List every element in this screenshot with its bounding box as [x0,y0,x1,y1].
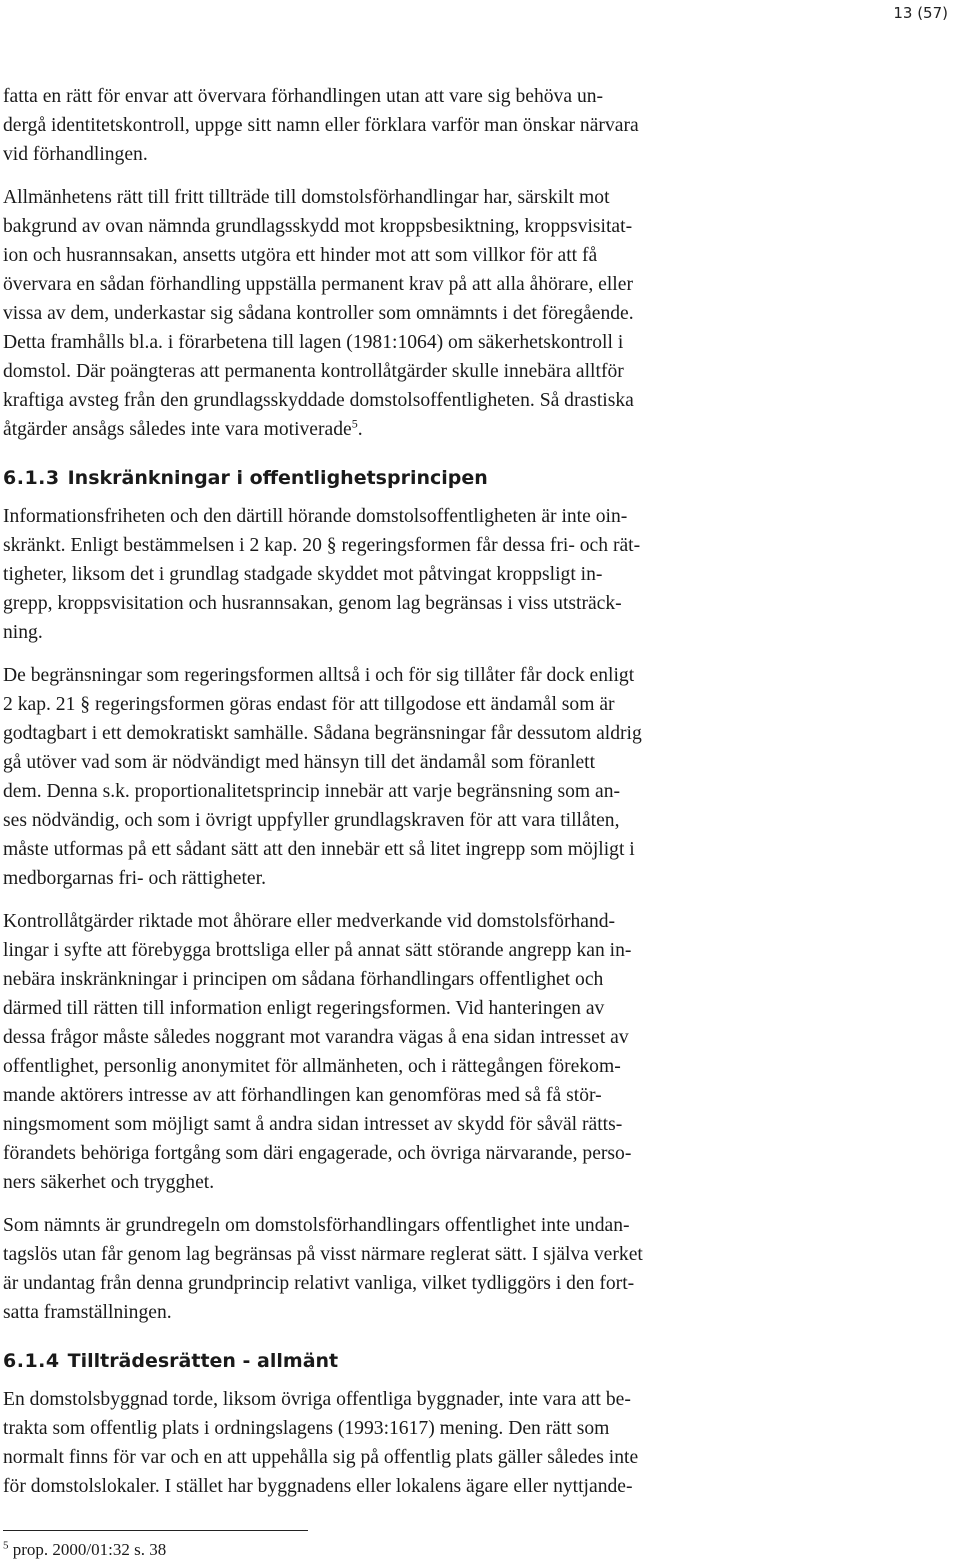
text-line: godtagbart i ett demokratiskt samhälle. Sådana begränsningar får dessutom aldrig [3,723,642,744]
text-line: Detta framhålls bl.a. i förarbetena till lagen (1981:1064) om säkerhetskontroll i [3,332,624,353]
text-line: gå utöver vad som är nödvändigt med hänsyn till det ändamål som föranlett [3,752,596,773]
footnote-marker: 5 [3,1539,9,1552]
text-line-last [3,415,803,444]
text-line: Informationsfriheten och den därtill hörande domstolsoffentligheten är inte oin- [3,506,628,527]
footnote-divider [3,1530,308,1531]
section-number: 6.1.4 [3,1350,60,1372]
text-line: tigheter, liksom det i grundlag stadgade skyddet mot påtvingat kroppsligt in- [3,564,603,585]
text-segment: åtgärder ansågs således inte vara motiverade [3,419,352,440]
text-line: därmed till rätten till information enligt regeringsformen. Vid hanteringen av [3,998,605,1019]
text-line: grepp, kroppsvisitation och husrannsakan, genom lag begränsas i viss utsträck- [3,593,622,614]
text-line: De begränsningar som regeringsformen alltså i och för sig tillåter får dock enligt [3,665,635,686]
paragraph-2 [3,183,803,444]
section-number: 6.1.3 [3,467,60,489]
text-line: nebära inskränkningar i principen om sådana förhandlingars offentlighet och [3,969,604,990]
text-line: ningsmoment som möjligt samt å andra sidan intresset av skydd för såväl rätts- [3,1114,623,1135]
text-line: offentlighet, personlig anonymitet för allmänheten, och i rättegången förekom- [3,1056,621,1077]
text-line: vissa av dem, underkastar sig sådana kontroller som omnämnts i det föregående. [3,303,634,324]
text-line: måste utformas på ett sådant sätt att den innebär ett så litet ingrepp som möjligt i [3,839,635,860]
text-line: vid förhandlingen. [3,144,148,165]
text-line: dem. Denna s.k. proportionalitetsprincip innebär att varje begränsning som an- [3,781,621,802]
text-line: satta framställningen. [3,1302,172,1323]
text-line: En domstolsbyggnad torde, liksom övriga offentliga byggnader, inte vara att be- [3,1389,631,1410]
text-line: ion och husrannsakan, ansetts utgöra ett hinder mot att som villkor för att få [3,245,598,266]
text-line: bakgrund av ovan nämnda grundlagsskydd mot kroppsbesiktning, kroppsvisitat- [3,216,633,237]
text-line: är undantag från denna grundprincip relativt vanliga, vilket tydliggörs i den fort- [3,1273,635,1294]
text-segment: . [357,419,363,440]
text-line: domstol. Där poängteras att permanenta kontrollåtgärder skulle innebära alltför [3,361,624,382]
page-body [3,82,803,1515]
text-line: ses nödvändig, och som i övrigt uppfyller grundlagskraven för att vara tillåten, [3,810,620,831]
text-line: dessa frågor måste således noggrant mot varandra vägas å ena sidan intresset av [3,1027,629,1048]
text-line: för domstolslokaler. I stället har byggnadens eller lokalens ägare eller nyttjande- [3,1476,633,1497]
section-title: Inskränkningar i offentlighetsprincipen [67,467,488,489]
section-heading-6-1-3 [3,464,803,492]
text-line: tagslös utan får genom lag begränsas på visst närmare reglerat sätt. I själva verket [3,1244,643,1265]
text-line: medborgarnas fri- och rättigheter. [3,868,266,889]
text-line: normalt finns för var och en att uppehålla sig på offentlig plats gäller således inte [3,1447,639,1468]
text-line: fatta en rätt för envar att övervara förhandlingen utan att vare sig behöva un- [3,86,604,107]
paragraph-4 [3,661,803,893]
text-line: kraftiga avsteg från den grundlagsskyddade domstolsoffentligheten. Så drastiska [3,390,634,411]
page-number: 13 (57) [893,4,948,22]
text-line: skränkt. Enligt bestämmelsen i 2 kap. 20 § regeringsformen får dessa fri- och rät- [3,535,641,556]
paragraph-1 [3,82,803,169]
footnote-reference[interactable]: 5 [351,416,358,431]
text-line: Som nämnts är grundregeln om domstolsförhandlingars offentlighet inte undan- [3,1215,630,1236]
text-line: ners säkerhet och trygghet. [3,1172,215,1193]
paragraph-5 [3,907,803,1197]
text-line: dergå identitetskontroll, uppge sitt namn eller förklara varför man önskar närvara [3,115,639,136]
paragraph-3 [3,502,803,647]
text-line: lingar i syfte att förebygga brottsliga eller på annat sätt störande angrepp kan in- [3,940,632,961]
text-line: övervara en sådan förhandling uppställa permanent krav på att alla åhörare, eller [3,274,633,295]
text-line: ning. [3,622,43,643]
paragraph-6 [3,1211,803,1327]
text-line: Allmänhetens rätt till fritt tillträde till domstolsförhandlingar har, särskilt mot [3,187,610,208]
text-line: 2 kap. 21 § regeringsformen göras endast för att tillgodose ett ändamål som är [3,694,615,715]
section-heading-6-1-4 [3,1347,803,1375]
footnote-text: prop. 2000/01:32 s. 38 [12,1540,167,1559]
text-line: förandets behöriga fortgång som däri engagerade, och övriga närvarande, perso- [3,1143,632,1164]
section-title: Tillträdesrätten - allmänt [67,1350,339,1372]
footnote [3,1539,166,1561]
text-line: Kontrollåtgärder riktade mot åhörare eller medverkande vid domstolsförhand- [3,911,616,932]
paragraph-7 [3,1385,803,1501]
text-line: trakta som offentlig plats i ordningslagens (1993:1617) mening. Den rätt som [3,1418,610,1439]
text-line: mande aktörers intresse av att förhandlingen kan genomföras med så få stör- [3,1085,602,1106]
